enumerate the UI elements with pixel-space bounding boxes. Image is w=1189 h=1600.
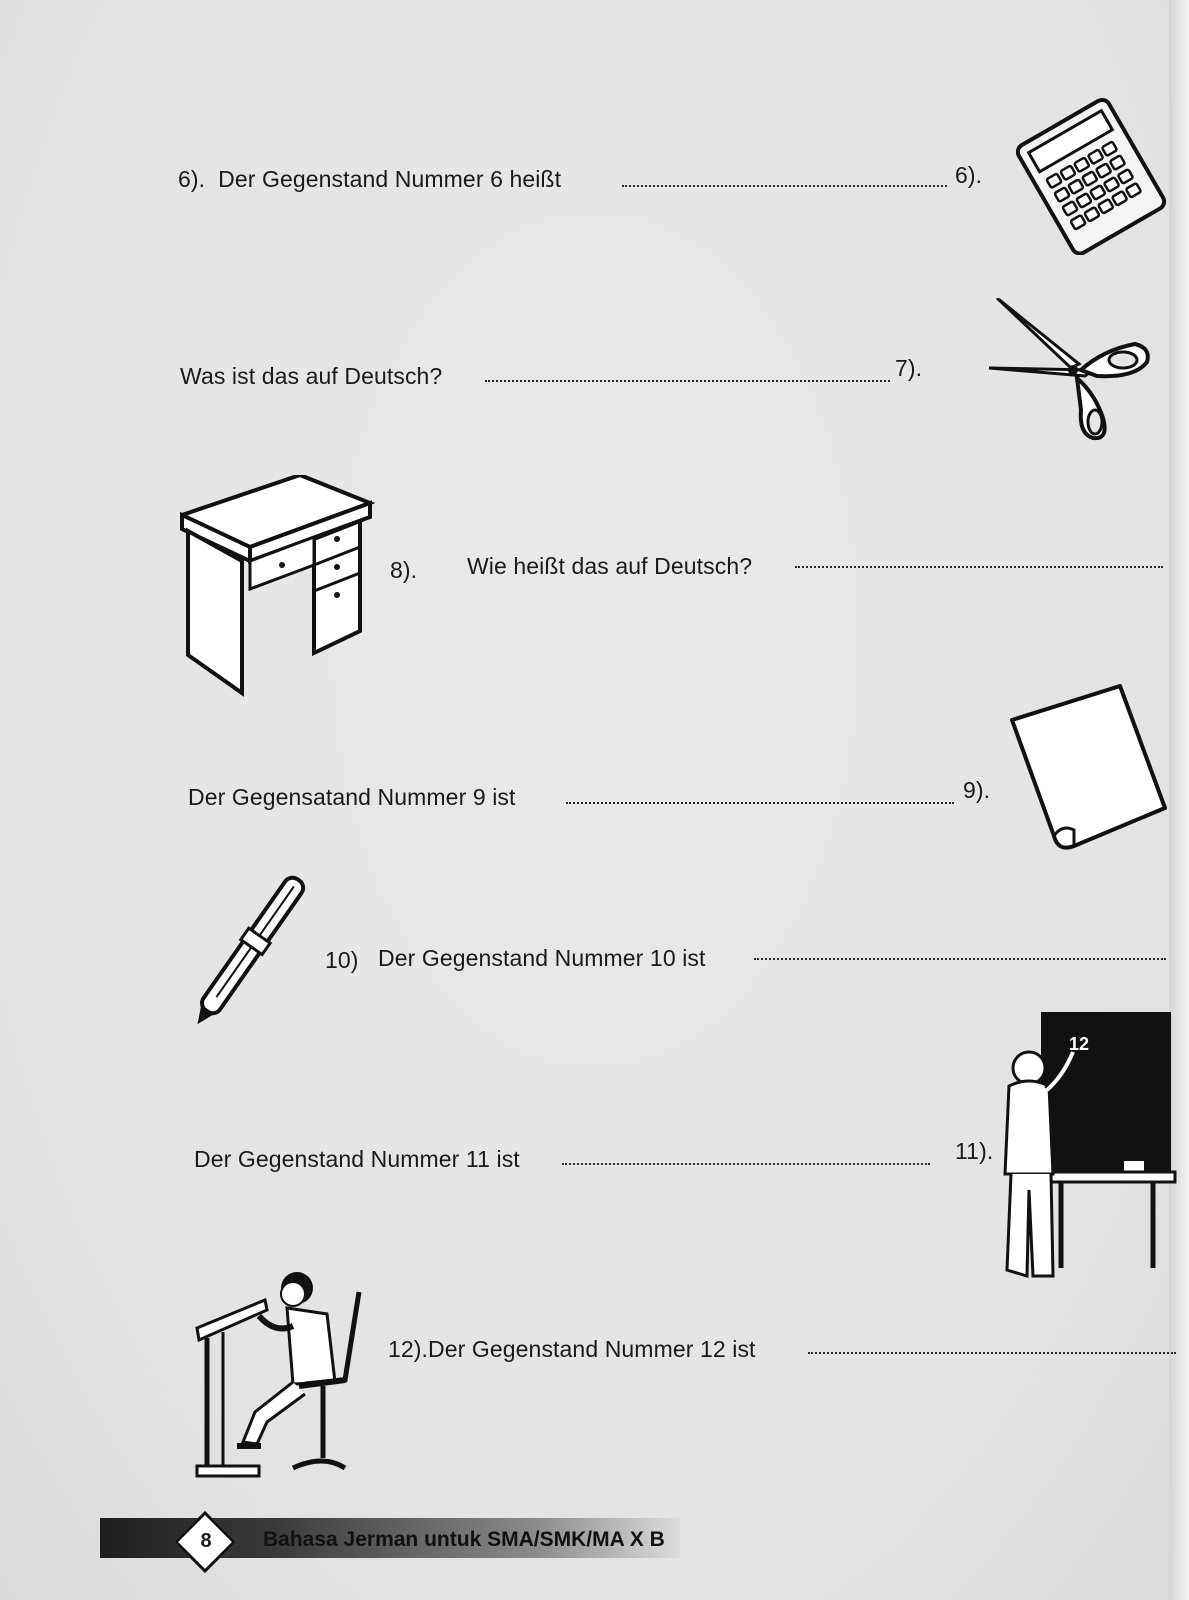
answer-label-6: 6). (955, 162, 983, 188)
question-10-number: 10) (325, 947, 359, 973)
question-8: Wie heißt das auf Deutsch? (467, 553, 753, 579)
student-at-desk-icon (195, 1262, 375, 1484)
scissors-icon (985, 298, 1165, 448)
answer-label-11: 11). (955, 1138, 994, 1164)
desk-icon (180, 475, 375, 705)
page-number: 8 (200, 1530, 212, 1552)
question-12-number: 12). (388, 1336, 429, 1362)
question-12 (388, 1336, 756, 1363)
question-7: Was ist das auf Deutsch? (180, 363, 443, 389)
answer-label-9: 9). (963, 777, 991, 803)
page-edge (1169, 0, 1189, 1600)
book-title: Bahasa Jerman untuk SMA/SMK/MA X B (263, 1528, 665, 1551)
answer-line-6[interactable] (622, 185, 947, 187)
question-11: Der Gegenstand Nummer 11 ist (194, 1146, 520, 1172)
answer-line-10[interactable] (754, 958, 1166, 960)
blackboard-text: 12 (1069, 1034, 1090, 1054)
answer-line-11[interactable] (562, 1163, 930, 1165)
answer-label-7: 7). (895, 355, 923, 381)
question-9: Der Gegensatand Nummer 9 ist (188, 784, 516, 810)
question-8-number: 8). (390, 557, 418, 583)
question-6-text: Der Gegenstand Nummer 6 heißt (218, 166, 562, 192)
question-10: Der Gegenstand Nummer 10 ist (378, 945, 706, 971)
paper-sheet-icon (1010, 684, 1170, 859)
answer-line-7[interactable] (485, 380, 890, 382)
blackboard-icon (1003, 1010, 1178, 1290)
answer-line-12[interactable] (808, 1352, 1176, 1354)
question-12-text: Der Gegenstand Nummer 12 ist (428, 1336, 756, 1362)
answer-line-8[interactable] (795, 566, 1163, 568)
pen-icon (188, 862, 308, 1042)
calculator-icon (1010, 95, 1170, 255)
answer-line-9[interactable] (566, 802, 954, 804)
question-6 (178, 166, 561, 193)
question-6-number: 6). (178, 166, 206, 192)
